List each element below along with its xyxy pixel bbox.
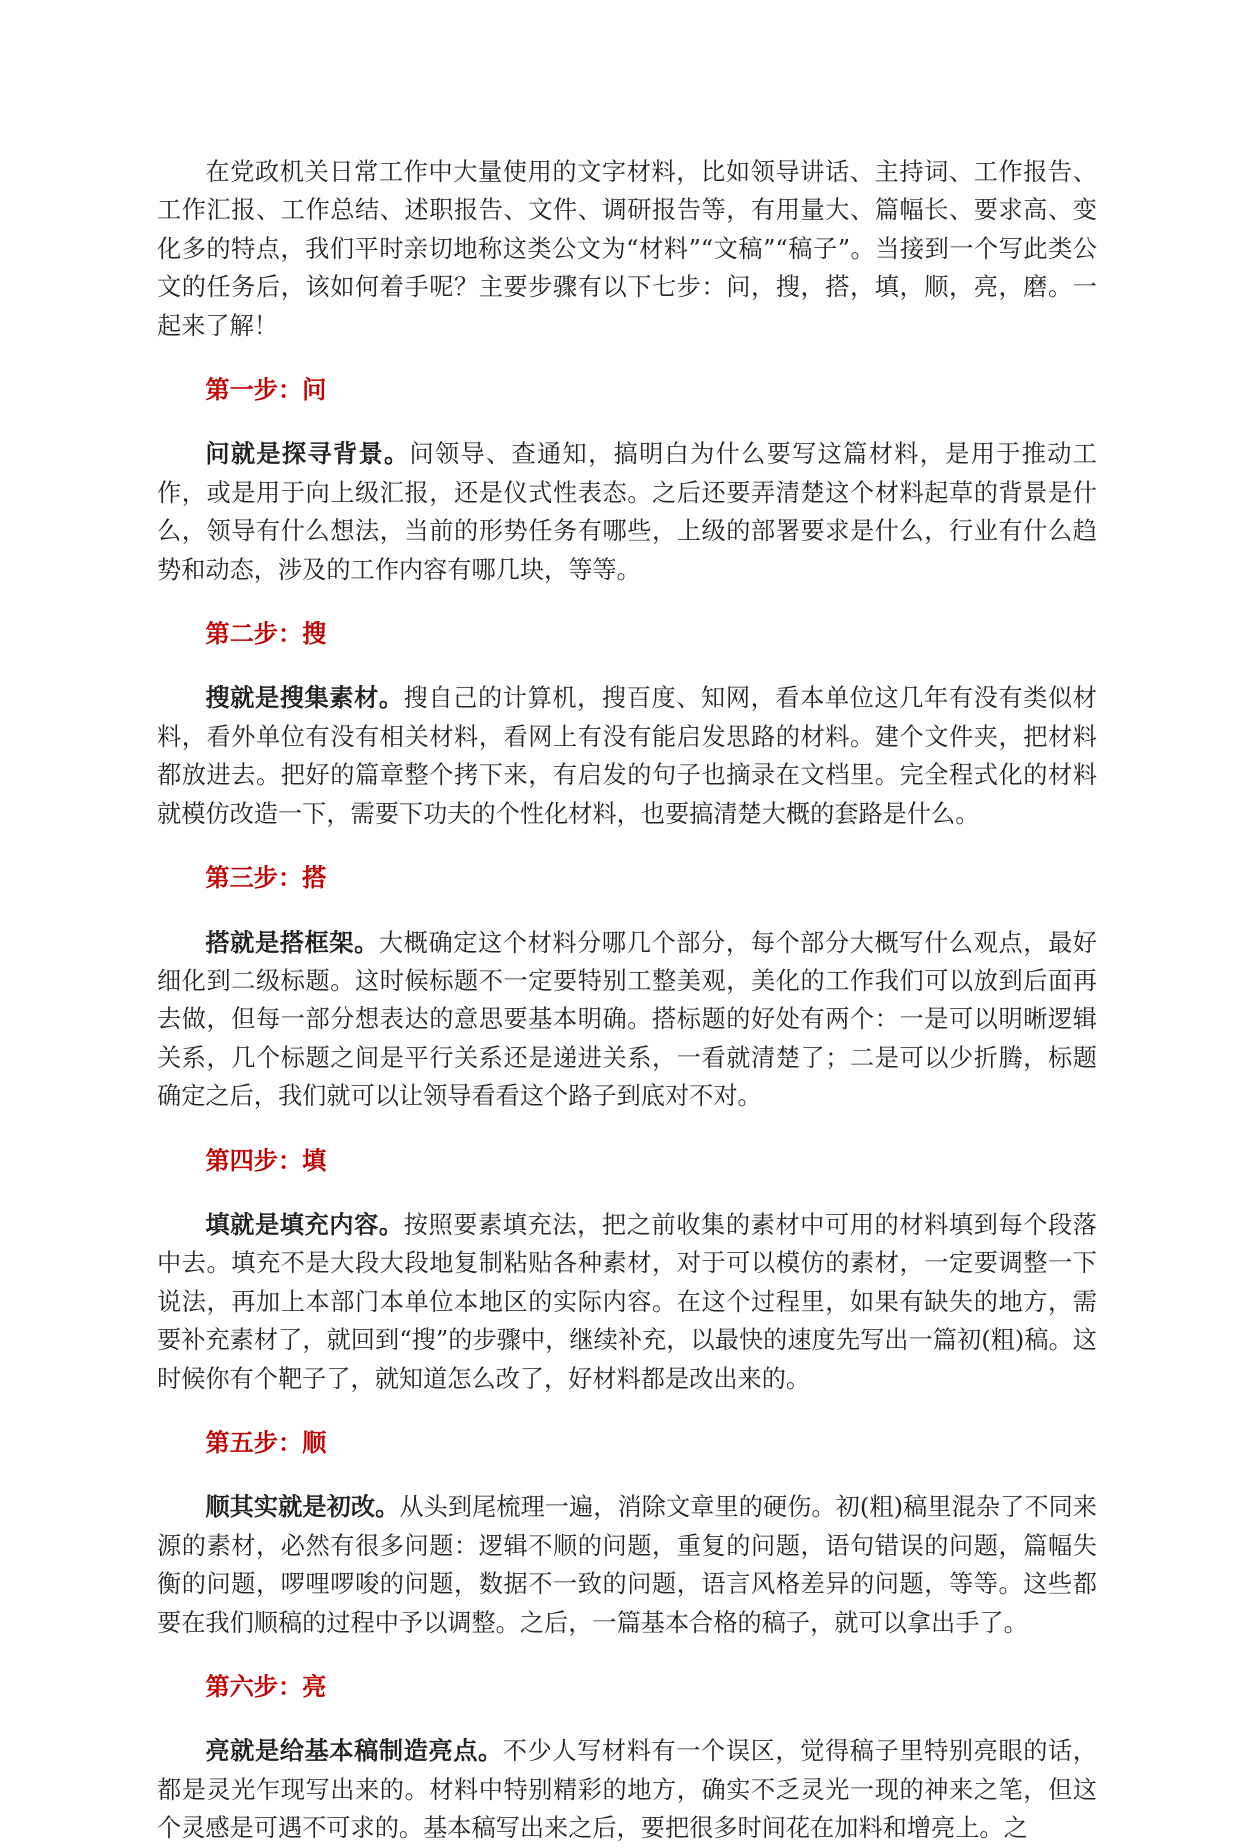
- step-5-lead: 顺其实就是初改。: [205, 1492, 400, 1522]
- step-5-body: 从头到尾梳理一遍，消除文章里的硬伤。初(粗)稿里混杂了不同来源的素材，必然有很多问题：逻辑不顺的问题，重复的问题，语句错误的问题，篇幅失衡的问题，啰哩啰唆的问题，数据不一致的问题，语言风格差异的问题，等等。这些都要在我们顺稿的过程中予以调整。之后，一篇基本合格的稿子，就可以拿出手了。: [157, 1493, 1097, 1637]
- step-5-heading: 第五步：顺: [205, 1427, 327, 1457]
- step-1-paragraph: [157, 435, 1097, 589]
- step-1-heading: 第一步：问: [205, 375, 327, 405]
- step-1-body: 问领导、查通知，搞明白为什么要写这篇材料，是用于推动工作，或是用于向上级汇报，还是仪式性表态。之后还要弄清楚这个材料起草的背景是什么，领导有什么想法，当前的形势任务有哪些，上级的部署要求是什么，行业有什么趋势和动态，涉及的工作内容有哪几块，等等。: [157, 440, 1097, 584]
- step-4-heading: 第四步：填: [205, 1145, 327, 1175]
- step-5-paragraph: [157, 1488, 1097, 1642]
- document-page: [157, 153, 1097, 1848]
- step-2-paragraph: [157, 679, 1097, 833]
- step-6-lead: 亮就是给基本稿制造亮点。: [205, 1736, 503, 1766]
- step-3-heading: 第三步：搭: [205, 863, 327, 893]
- intro-paragraph: 在党政机关日常工作中大量使用的文字材料，比如领导讲话、主持词、工作报告、工作汇报、工作总结、述职报告、文件、调研报告等，有用量大、篇幅长、要求高、变化多的特点，我们平时亲切地称这类公文为“材料”“文稿”“稿子”。当接到一个写此类公文的任务后，该如何着手呢？主要步骤有以下七步：问，搜，搭，填，顺，亮，磨。一起来了解！: [157, 158, 1097, 340]
- step-2-lead: 搜就是搜集素材。: [205, 683, 404, 713]
- step-6-body: 不少人写材料有一个误区，觉得稿子里特别亮眼的话，都是灵光乍现写出来的。材料中特别精彩的地方，确实不乏灵光一现的神来之笔，但这个灵感是可遇不可求的。基本稿写出来之后，要把很多时间花在加料和增亮上。之: [157, 1737, 1097, 1843]
- step-6-paragraph: [157, 1732, 1097, 1847]
- step-1-lead: 问就是探寻背景。: [205, 439, 410, 469]
- step-4-paragraph: [157, 1206, 1097, 1398]
- step-6-heading: 第六步：亮: [205, 1672, 327, 1701]
- step-2-heading: 第二步：搜: [205, 619, 327, 649]
- step-4-lead: 填就是填充内容。: [205, 1209, 404, 1239]
- step-3-paragraph: [157, 924, 1097, 1116]
- step-3-body: 大概确定这个材料分哪几个部分，每个部分大概写什么观点，最好细化到二级标题。这时候标题不一定要特别工整美观，美化的工作我们可以放到后面再去做，但每一部分想表达的意思要基本明确。搭标题的好处有两个：一是可以明晰逻辑关系，几个标题之间是平行关系还是递进关系，一看就清楚了；二是可以少折腾，标题确定之后，我们就可以让领导看看这个路子到底对不对。: [157, 928, 1097, 1111]
- step-3-lead: 搭就是搭框架。: [205, 927, 379, 957]
- step-2-body: 搜自己的计算机，搜百度、知网，看本单位这几年有没有类似材料，看外单位有没有相关材料，看网上有没有能启发思路的材料。建个文件夹，把材料都放进去。把好的篇章整个拷下来，有启发的句子也摘录在文档里。完全程式化的材料就模仿改造一下，需要下功夫的个性化材料，也要搞清楚大概的套路是什么。: [157, 684, 1097, 828]
- step-4-body: 按照要素填充法，把之前收集的素材中可用的材料填到每个段落中去。填充不是大段大段地复制粘贴各种素材，对于可以模仿的素材，一定要调整一下说法，再加上本部门本单位本地区的实际内容。在这个过程里，如果有缺失的地方，需要补充素材了，就回到“搜”的步骤中，继续补充，以最快的速度先写出一篇初(粗)稿。这时候你有个靶子了，就知道怎么改了，好材料都是改出来的。: [157, 1210, 1097, 1393]
